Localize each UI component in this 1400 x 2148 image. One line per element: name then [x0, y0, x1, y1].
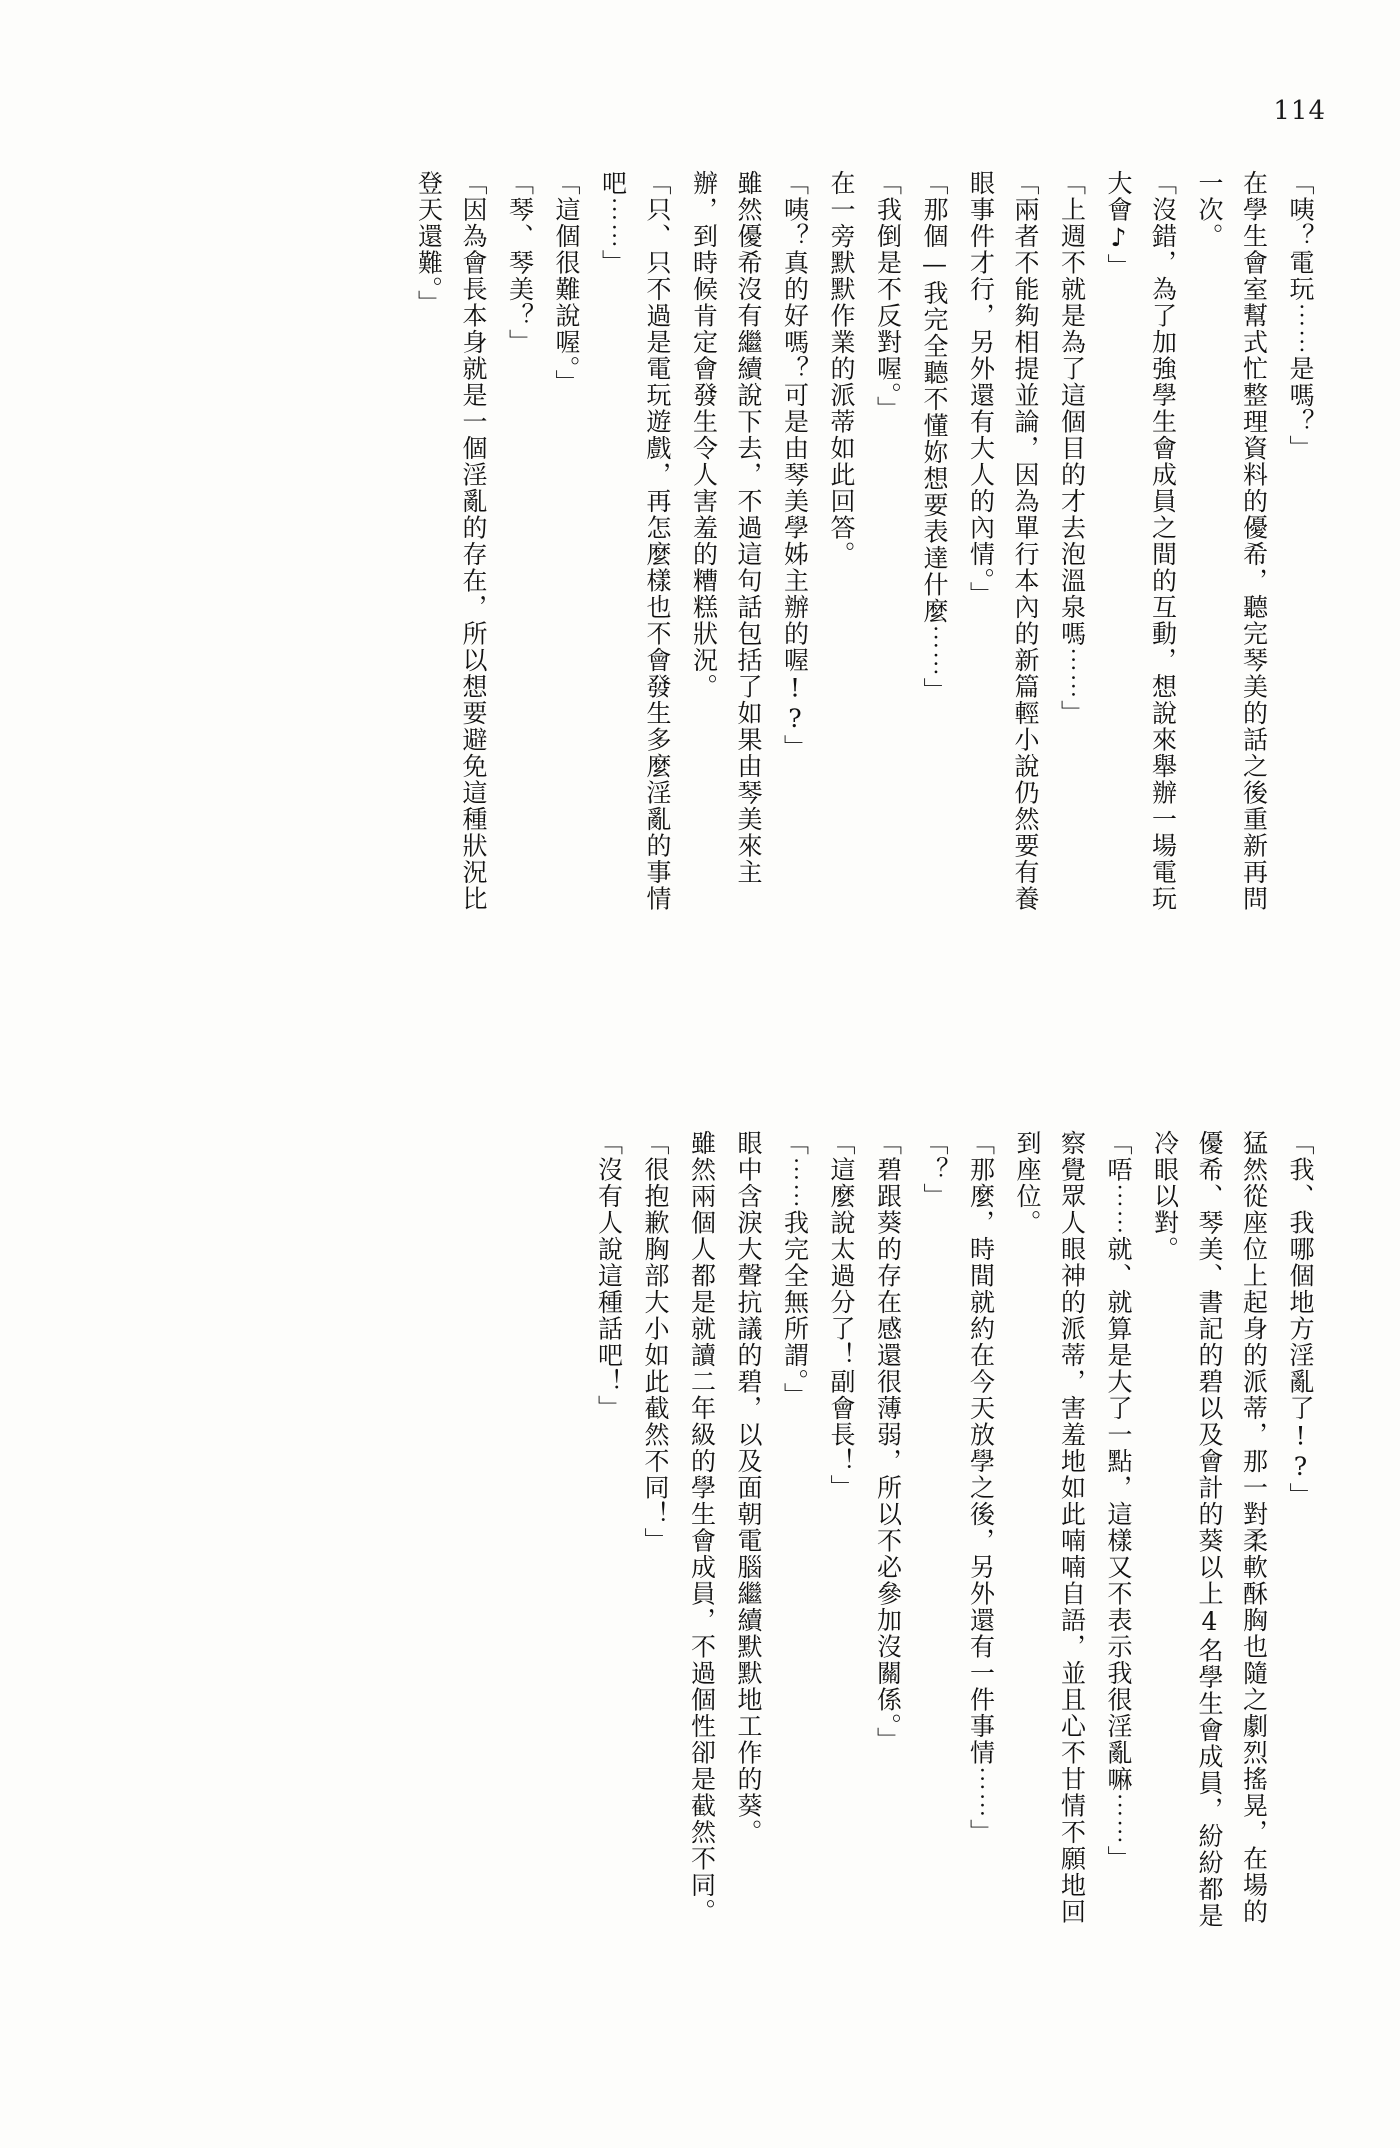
paragraph: 「兩者不能夠相提並論，因為單行本內的新篇輕小說仍然要有養眼事件才行，另外還有大人的內情。」: [966, 170, 1040, 912]
paragraph: 察覺眾人眼神的派蒂，害羞地如此喃喃自語，並且心不甘情不願地回到座位。: [1013, 1130, 1087, 1925]
paragraph: 「我、我哪個地方淫亂了!?」: [1286, 1130, 1315, 1509]
paragraph: 「這麼說太過分了！副會長！」: [827, 1130, 856, 1501]
paragraph: 「琴、琴美？」: [505, 170, 535, 356]
paragraph: 「因為會長本身就是一個淫亂的存在，所以想要避免這種狀況比登天還難。」: [414, 170, 488, 912]
paragraph: 「很抱歉胸部大小如此截然不同！」: [641, 1130, 670, 1554]
paragraph: 雖然兩個人都是就讀二年級的學生會成員，不過個性卻是截然不同。: [687, 1130, 717, 1925]
paragraph: 「上週不就是為了這個目的才去泡溫泉嗎⋯⋯」: [1057, 170, 1087, 727]
paragraph: 猛然從座位上起身的派蒂，那一對柔軟酥胸也隨之劇烈搖晃，在場的優希、琴美、書記的碧以及會計的葵以上4名學生會成員，紛紛都是冷眼以對。: [1150, 1130, 1269, 1929]
paragraph: 「⋯⋯我完全無所謂。」: [780, 1130, 810, 1409]
paragraph: 在一旁默默作業的派蒂如此回答。: [827, 170, 856, 568]
paragraph: 「我倒是不反對喔。」: [873, 170, 903, 423]
paragraph: 「這個很難說喔。」: [552, 170, 581, 396]
paragraph: 「那個—我完全聽不懂妳想要表達什麼⋯⋯」: [920, 170, 949, 704]
paragraph: 「？」: [920, 1130, 949, 1210]
paragraph: 「咦？電玩⋯⋯是嗎？」: [1286, 170, 1315, 462]
paragraph: 「唔⋯⋯就、就算是大了一點，這樣又不表示我很淫亂嘛⋯⋯」: [1104, 1130, 1133, 1872]
paragraph: 「碧跟葵的存在感還很薄弱，所以不必參加沒關係。」: [873, 1130, 903, 1754]
paragraph: 雖然優希沒有繼續說下去，不過這句話包括了如果由琴美來主辦，到時候肯定會發生令人害羞的糟糕狀況。: [689, 170, 763, 886]
paragraph: 在學生會室幫式忙整理資料的優希，聽完琴美的話之後重新再問一次。: [1195, 170, 1269, 912]
page-number: 114: [1273, 96, 1326, 126]
paragraph: 「咦？真的好嗎？可是由琴美學姊主辦的喔!?」: [780, 170, 810, 761]
paragraph: 「沒錯，為了加強學生會成員之間的互動，想說來舉辦一場電玩大會♪」: [1104, 170, 1178, 912]
paragraph: 「只、只不過是電玩遊戲，再怎麼樣也不會發生多麼淫亂的事情吧⋯⋯」: [598, 170, 672, 912]
text-block-lower: [72, 1130, 1322, 1930]
paragraph: 「那麼，時間就約在今天放學之後，另外還有一件事情⋯⋯」: [966, 1130, 996, 1846]
text-block-upper: [72, 170, 1322, 930]
paragraph: 「沒有人說這種話吧！」: [594, 1130, 624, 1422]
paragraph: 眼中含淚大聲抗議的碧，以及面朝電腦繼續默默地工作的葵。: [734, 1130, 763, 1846]
